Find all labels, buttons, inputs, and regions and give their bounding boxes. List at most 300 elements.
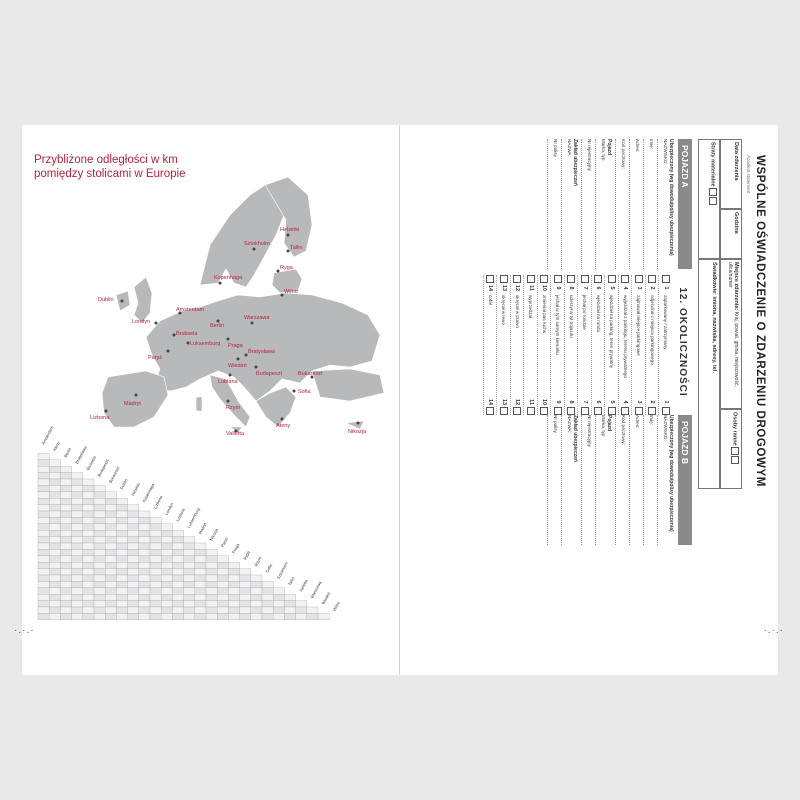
table-header-city: Sofia <box>264 563 274 574</box>
table-cell <box>195 581 206 587</box>
table-cell <box>128 581 139 587</box>
table-cell <box>128 588 139 594</box>
table-cell <box>240 613 251 619</box>
table-cell <box>83 537 94 543</box>
table-cell <box>83 530 94 536</box>
table-cell <box>49 492 60 498</box>
table-cell <box>83 543 94 549</box>
field-date[interactable]: Data zdarzenia <box>720 139 742 209</box>
map-title-line1: Przybliżone odległości w km <box>34 154 178 166</box>
circumstance-checkbox-b[interactable] <box>608 407 616 415</box>
table-cell <box>83 549 94 555</box>
table-cell <box>94 543 105 549</box>
table-cell <box>105 588 116 594</box>
table-cell <box>172 588 183 594</box>
table-cell <box>72 613 83 619</box>
table-cell <box>116 569 127 575</box>
table-cell <box>150 556 161 562</box>
table-cell <box>195 607 206 613</box>
vehicle-b-surname[interactable]: NAZWISKO: <box>657 415 668 545</box>
vehicle-b-fields: Ubezpieczony (wg dowodu/polisy ubezpieczenia) NAZWISKO: Imię: Adres: Kod pocztowy: Pojazd Marka, typ Nr rejestracyjny Zakład ubezpieczeń NAZWA: Nr polisy <box>544 415 674 545</box>
table-cell <box>94 594 105 600</box>
table-cell <box>150 537 161 543</box>
table-cell <box>60 473 71 479</box>
circumstance-checkbox-a[interactable] <box>567 275 575 283</box>
map-label-valletta: Valletta <box>226 431 244 437</box>
map-dot-ljubljana <box>229 374 232 377</box>
map-dot-rome <box>227 400 230 403</box>
vehicle-a-insurer[interactable]: NAZWA: <box>561 139 572 269</box>
circumstance-checkbox-b[interactable] <box>635 407 643 415</box>
table-cell <box>94 517 105 523</box>
vehicle-a-address[interactable]: Adres: <box>629 139 640 269</box>
table-cell <box>251 607 262 613</box>
table-cell <box>139 601 150 607</box>
table-cell <box>195 556 206 562</box>
table-cell <box>251 588 262 594</box>
table-cell <box>128 530 139 536</box>
field-time[interactable]: Godzina <box>720 209 742 259</box>
table-cell <box>49 537 60 543</box>
table-cell <box>161 530 172 536</box>
table-cell <box>105 505 116 511</box>
table-header-city: Nikozja <box>208 527 220 542</box>
map-label-vilnius: Wilno <box>284 289 298 295</box>
table-cell <box>105 594 116 600</box>
table-cell <box>296 607 307 613</box>
table-cell <box>318 613 329 619</box>
table-cell <box>38 581 49 587</box>
circumstance-checkbox-a[interactable] <box>554 275 562 283</box>
table-cell <box>217 575 228 581</box>
table-cell <box>161 556 172 562</box>
circumstance-row <box>497 275 511 415</box>
table-cell <box>38 530 49 536</box>
circumstance-checkbox-b[interactable] <box>554 407 562 415</box>
vehicle-b-address[interactable]: Adres: <box>629 415 640 545</box>
table-cell <box>128 607 139 613</box>
table-cell <box>116 530 127 536</box>
vehicle-b-policy[interactable]: Nr polisy <box>547 415 558 545</box>
circumstance-checkbox-a[interactable] <box>540 275 548 283</box>
vehicle-a-bar: POJAZD A <box>678 139 692 269</box>
table-cell <box>60 466 71 472</box>
table-cell <box>49 601 60 607</box>
map-label-vienna: Wiedeń <box>228 363 247 369</box>
table-cell <box>184 537 195 543</box>
map-label-luxembourg: Luksemburg <box>190 341 221 347</box>
table-cell <box>206 594 217 600</box>
map-dot-budapest <box>255 366 258 369</box>
table-cell <box>116 562 127 568</box>
table-cell <box>94 492 105 498</box>
field-injuries[interactable]: Osoby ranne <box>720 409 742 489</box>
table-cell <box>161 581 172 587</box>
circumstance-checkbox-b[interactable] <box>527 407 535 415</box>
table-cell <box>49 479 60 485</box>
circumstance-checkbox-b[interactable] <box>486 407 494 415</box>
circumstance-row <box>618 275 632 415</box>
table-cell <box>94 588 105 594</box>
circumstance-checkbox-a[interactable] <box>581 275 589 283</box>
table-cell <box>72 524 83 530</box>
table-cell <box>94 562 105 568</box>
table-cell <box>38 549 49 555</box>
table-cell <box>273 601 284 607</box>
table-cell <box>72 530 83 536</box>
map-label-paris: Paryż <box>148 355 163 361</box>
map-dot-london <box>155 322 158 325</box>
table-cell <box>139 556 150 562</box>
vehicle-a-policy[interactable]: Nr polisy <box>547 139 558 269</box>
table-cell <box>38 473 49 479</box>
table-cell <box>38 613 49 619</box>
table-cell <box>172 581 183 587</box>
table-cell <box>128 524 139 530</box>
table-cell <box>72 575 83 581</box>
map-label-riga: Ryga <box>280 265 293 271</box>
map-dot-prague <box>227 338 230 341</box>
table-cell <box>49 473 60 479</box>
table-header-city: Bukareszt <box>107 465 121 484</box>
table-cell <box>72 562 83 568</box>
table-header-city: Bratysława <box>74 445 88 465</box>
field-witnesses[interactable]: Świadkowie: imiona, nazwiska, adresy, tel. <box>698 259 720 489</box>
circumstance-checkbox-a[interactable] <box>527 275 535 283</box>
circumstance-row <box>483 275 497 415</box>
table-cell <box>139 524 150 530</box>
circumstance-checkbox-a[interactable] <box>662 275 670 283</box>
field-place[interactable]: Miejsce zdarzenia: Kraj, powiat, gmina, miejscowość, ulica/numer <box>720 259 742 409</box>
table-cell <box>60 479 71 485</box>
table-cell <box>116 511 127 517</box>
table-cell <box>262 588 273 594</box>
table-cell <box>150 581 161 587</box>
table-cell <box>262 594 273 600</box>
table-cell <box>150 562 161 568</box>
table-cell <box>217 581 228 587</box>
map-dot-madrid <box>135 394 138 397</box>
circumstance-number: 5 <box>608 286 615 290</box>
table-cell <box>38 588 49 594</box>
table-cell <box>240 601 251 607</box>
table-header-city: Sztokholm <box>275 561 289 580</box>
table-cell <box>94 601 105 607</box>
circumstance-checkbox-b[interactable] <box>648 407 656 415</box>
table-cell <box>60 530 71 536</box>
form-subtitle: Accident statement <box>746 155 751 194</box>
table-cell <box>161 562 172 568</box>
map-dot-nicosia <box>357 422 360 425</box>
map-label-ljubljana: Lublana <box>218 379 238 385</box>
table-cell <box>60 613 71 619</box>
circumstance-checkbox-a[interactable] <box>608 275 616 283</box>
circumstance-number: 3 <box>635 286 642 290</box>
circumstance-number: 2 <box>649 286 656 290</box>
table-cell <box>83 505 94 511</box>
table-header-city: Rzym <box>253 555 263 568</box>
table-cell <box>83 607 94 613</box>
table-cell <box>83 575 94 581</box>
table-cell <box>105 498 116 504</box>
map-label-madrid: Madryt <box>124 401 141 407</box>
table-cell <box>49 562 60 568</box>
table-cell <box>150 613 161 619</box>
circumstance-label: uderzył w tył pojazdu <box>568 295 574 338</box>
vehicle-a-make[interactable]: Marka, typ <box>595 139 606 269</box>
table-cell <box>83 524 94 530</box>
table-cell <box>128 601 139 607</box>
table-cell <box>83 601 94 607</box>
table-cell <box>116 543 127 549</box>
circumstance-checkbox-a[interactable] <box>513 275 521 283</box>
table-cell <box>60 485 71 491</box>
table-cell <box>161 594 172 600</box>
table-cell <box>307 613 318 619</box>
table-cell <box>139 537 150 543</box>
circumstance-number: 9 <box>554 286 561 290</box>
table-cell <box>49 505 60 511</box>
vehicle-b-postcode[interactable]: Kod pocztowy: <box>615 415 626 545</box>
map-label-rome: Rzym <box>226 405 241 411</box>
table-header-city: Budapeszt <box>96 458 110 478</box>
table-cell <box>128 556 139 562</box>
table-cell <box>60 601 71 607</box>
table-cell <box>72 473 83 479</box>
table-cell <box>60 524 71 530</box>
table-cell <box>172 594 183 600</box>
table-cell <box>217 613 228 619</box>
table-cell <box>228 594 239 600</box>
table-cell <box>150 569 161 575</box>
table-cell <box>284 613 295 619</box>
table-cell <box>206 588 217 594</box>
table-cell <box>116 613 127 619</box>
table-header-city: Praga <box>230 542 241 555</box>
table-header-city: Lublana <box>174 507 186 523</box>
map-dot-dublin <box>121 300 124 303</box>
circumstance-number: 8 <box>568 286 575 290</box>
table-cell <box>105 562 116 568</box>
field-damage[interactable]: Straty materialne <box>698 139 720 259</box>
table-cell <box>251 575 262 581</box>
table-cell <box>228 601 239 607</box>
accident-form <box>400 125 778 675</box>
table-cell <box>83 594 94 600</box>
table-cell <box>116 607 127 613</box>
circumstance-number: 13 <box>500 398 507 406</box>
circumstance-label: skręcał w lewo <box>501 295 507 325</box>
circumstance-checkbox-a[interactable] <box>594 275 602 283</box>
table-cell <box>38 524 49 530</box>
table-cell <box>139 569 150 575</box>
circumstance-checkbox-b[interactable] <box>567 407 575 415</box>
table-cell <box>60 581 71 587</box>
table-cell <box>206 549 217 555</box>
table-cell <box>184 588 195 594</box>
table-cell <box>240 594 251 600</box>
table-cell <box>184 601 195 607</box>
table-cell <box>49 569 60 575</box>
table-cell <box>128 549 139 555</box>
table-cell <box>273 607 284 613</box>
table-cell <box>60 575 71 581</box>
table-cell <box>251 594 262 600</box>
table-cell <box>240 569 251 575</box>
table-header-city: Amsterdam <box>40 425 55 446</box>
circumstance-checkbox-b[interactable] <box>662 407 670 415</box>
circumstance-checkbox-b[interactable] <box>513 407 521 415</box>
table-cell <box>105 549 116 555</box>
circumstance-checkbox-a[interactable] <box>648 275 656 283</box>
table-cell <box>38 537 49 543</box>
circumstance-checkbox-b[interactable] <box>540 407 548 415</box>
table-cell <box>172 530 183 536</box>
table-cell <box>240 581 251 587</box>
table-cell <box>105 517 116 523</box>
table-cell <box>83 479 94 485</box>
map-dot-vienna <box>237 358 240 361</box>
table-cell <box>195 549 206 555</box>
table-cell <box>60 562 71 568</box>
table-cell <box>49 466 60 472</box>
circumstances-list <box>483 275 672 415</box>
table-cell <box>172 537 183 543</box>
circumstance-row <box>524 275 538 415</box>
distance-table <box>36 425 366 637</box>
table-cell <box>184 549 195 555</box>
binding-dots-left: ·.·.· <box>14 625 35 636</box>
table-cell <box>49 524 60 530</box>
table-cell <box>49 588 60 594</box>
table-cell <box>307 607 318 613</box>
vehicle-b-firstname[interactable]: Imię: <box>643 415 654 545</box>
circumstance-checkbox-a[interactable] <box>500 275 508 283</box>
vehicle-a-firstname[interactable]: Imię: <box>643 139 654 269</box>
table-cell <box>72 607 83 613</box>
table-cell <box>83 511 94 517</box>
table-cell <box>172 556 183 562</box>
circumstance-row <box>632 275 646 415</box>
circumstance-checkbox-b[interactable] <box>594 407 602 415</box>
table-cell <box>72 556 83 562</box>
table-header-city: Warszawa <box>309 580 323 600</box>
vehicle-a-surname[interactable]: NAZWISKO: <box>657 139 668 269</box>
circumstance-checkbox-a[interactable] <box>621 275 629 283</box>
table-cell <box>116 505 127 511</box>
vehicle-a-postcode[interactable]: Kod pocztowy: <box>615 139 626 269</box>
circumstance-number: 2 <box>649 400 656 404</box>
table-cell <box>72 479 83 485</box>
table-cell <box>38 498 49 504</box>
circumstance-checkbox-b[interactable] <box>621 407 629 415</box>
table-cell <box>116 537 127 543</box>
circumstance-checkbox-a[interactable] <box>486 275 494 283</box>
table-cell <box>38 479 49 485</box>
table-cell <box>161 569 172 575</box>
circumstance-number: 10 <box>541 398 548 406</box>
table-cell <box>94 569 105 575</box>
table-cell <box>116 517 127 523</box>
table-cell <box>195 613 206 619</box>
table-cell <box>262 607 273 613</box>
map-label-stockholm: Sztokholm <box>244 241 270 247</box>
vehicle-a-fields: Ubezpieczony (wg dowodu/polisy ubezpieczenia) NAZWISKO: Imię: Adres: Kod pocztowy: Pojazd Marka, typ Nr rejestracyjny Zakład ubezpieczeń NAZWA: Nr polisy <box>544 139 674 269</box>
table-cell <box>273 588 284 594</box>
table-cell <box>262 613 273 619</box>
table-cell <box>116 575 127 581</box>
table-cell <box>72 511 83 517</box>
table-cell <box>184 543 195 549</box>
table-cell <box>49 498 60 504</box>
table-cell <box>49 613 60 619</box>
form-title: WSPÓLNE OŚWIADCZENIE O ZDARZENIU DROGOWYM <box>754 155 766 487</box>
circumstance-row <box>510 275 524 415</box>
circumstance-checkbox-b[interactable] <box>500 407 508 415</box>
table-cell <box>206 575 217 581</box>
table-cell <box>83 581 94 587</box>
table-cell <box>139 588 150 594</box>
table-cell <box>49 517 60 523</box>
table-cell <box>240 575 251 581</box>
table-cell <box>83 569 94 575</box>
table-cell <box>161 575 172 581</box>
table-cell <box>49 556 60 562</box>
circumstance-number: 7 <box>581 286 588 290</box>
table-cell <box>105 537 116 543</box>
table-cell <box>139 581 150 587</box>
table-cell <box>105 530 116 536</box>
table-cell <box>150 588 161 594</box>
table-header-city: Ryga <box>242 550 251 561</box>
table-cell <box>240 588 251 594</box>
vehicle-b-plate[interactable]: Nr rejestracyjny <box>581 415 592 545</box>
table-header-city: Lizbona <box>152 494 164 510</box>
map-dot-sofia <box>293 390 296 393</box>
table-cell <box>184 607 195 613</box>
map-dot-stockholm <box>253 248 256 251</box>
table-cell <box>195 594 206 600</box>
table-cell <box>94 549 105 555</box>
table-cell <box>139 549 150 555</box>
map-label-sofia: Sofia <box>298 389 311 395</box>
circumstance-checkbox-a[interactable] <box>635 275 643 283</box>
table-cell <box>83 485 94 491</box>
circumstance-number: 14 <box>487 398 494 406</box>
vehicle-b-insurer[interactable]: NAZWA: <box>561 415 572 545</box>
circumstance-row <box>645 275 659 415</box>
table-cell <box>161 613 172 619</box>
table-cell <box>116 594 127 600</box>
table-cell <box>150 543 161 549</box>
vehicle-b-make[interactable]: Marka, typ <box>595 415 606 545</box>
table-cell <box>105 607 116 613</box>
table-cell <box>49 581 60 587</box>
right-page <box>400 125 784 675</box>
table-cell <box>72 569 83 575</box>
vehicle-a-plate[interactable]: Nr rejestracyjny <box>581 139 592 269</box>
table-cell <box>161 588 172 594</box>
table-cell <box>105 543 116 549</box>
map-label-london: Londyn <box>132 319 151 325</box>
circumstance-number: 6 <box>595 286 602 290</box>
table-cell <box>228 607 239 613</box>
circumstance-label: zajmował miejsce parkingowe <box>636 295 642 356</box>
circumstance-number: 10 <box>541 284 548 292</box>
table-cell <box>228 575 239 581</box>
table-cell <box>72 492 83 498</box>
circumstance-checkbox-b[interactable] <box>581 407 589 415</box>
